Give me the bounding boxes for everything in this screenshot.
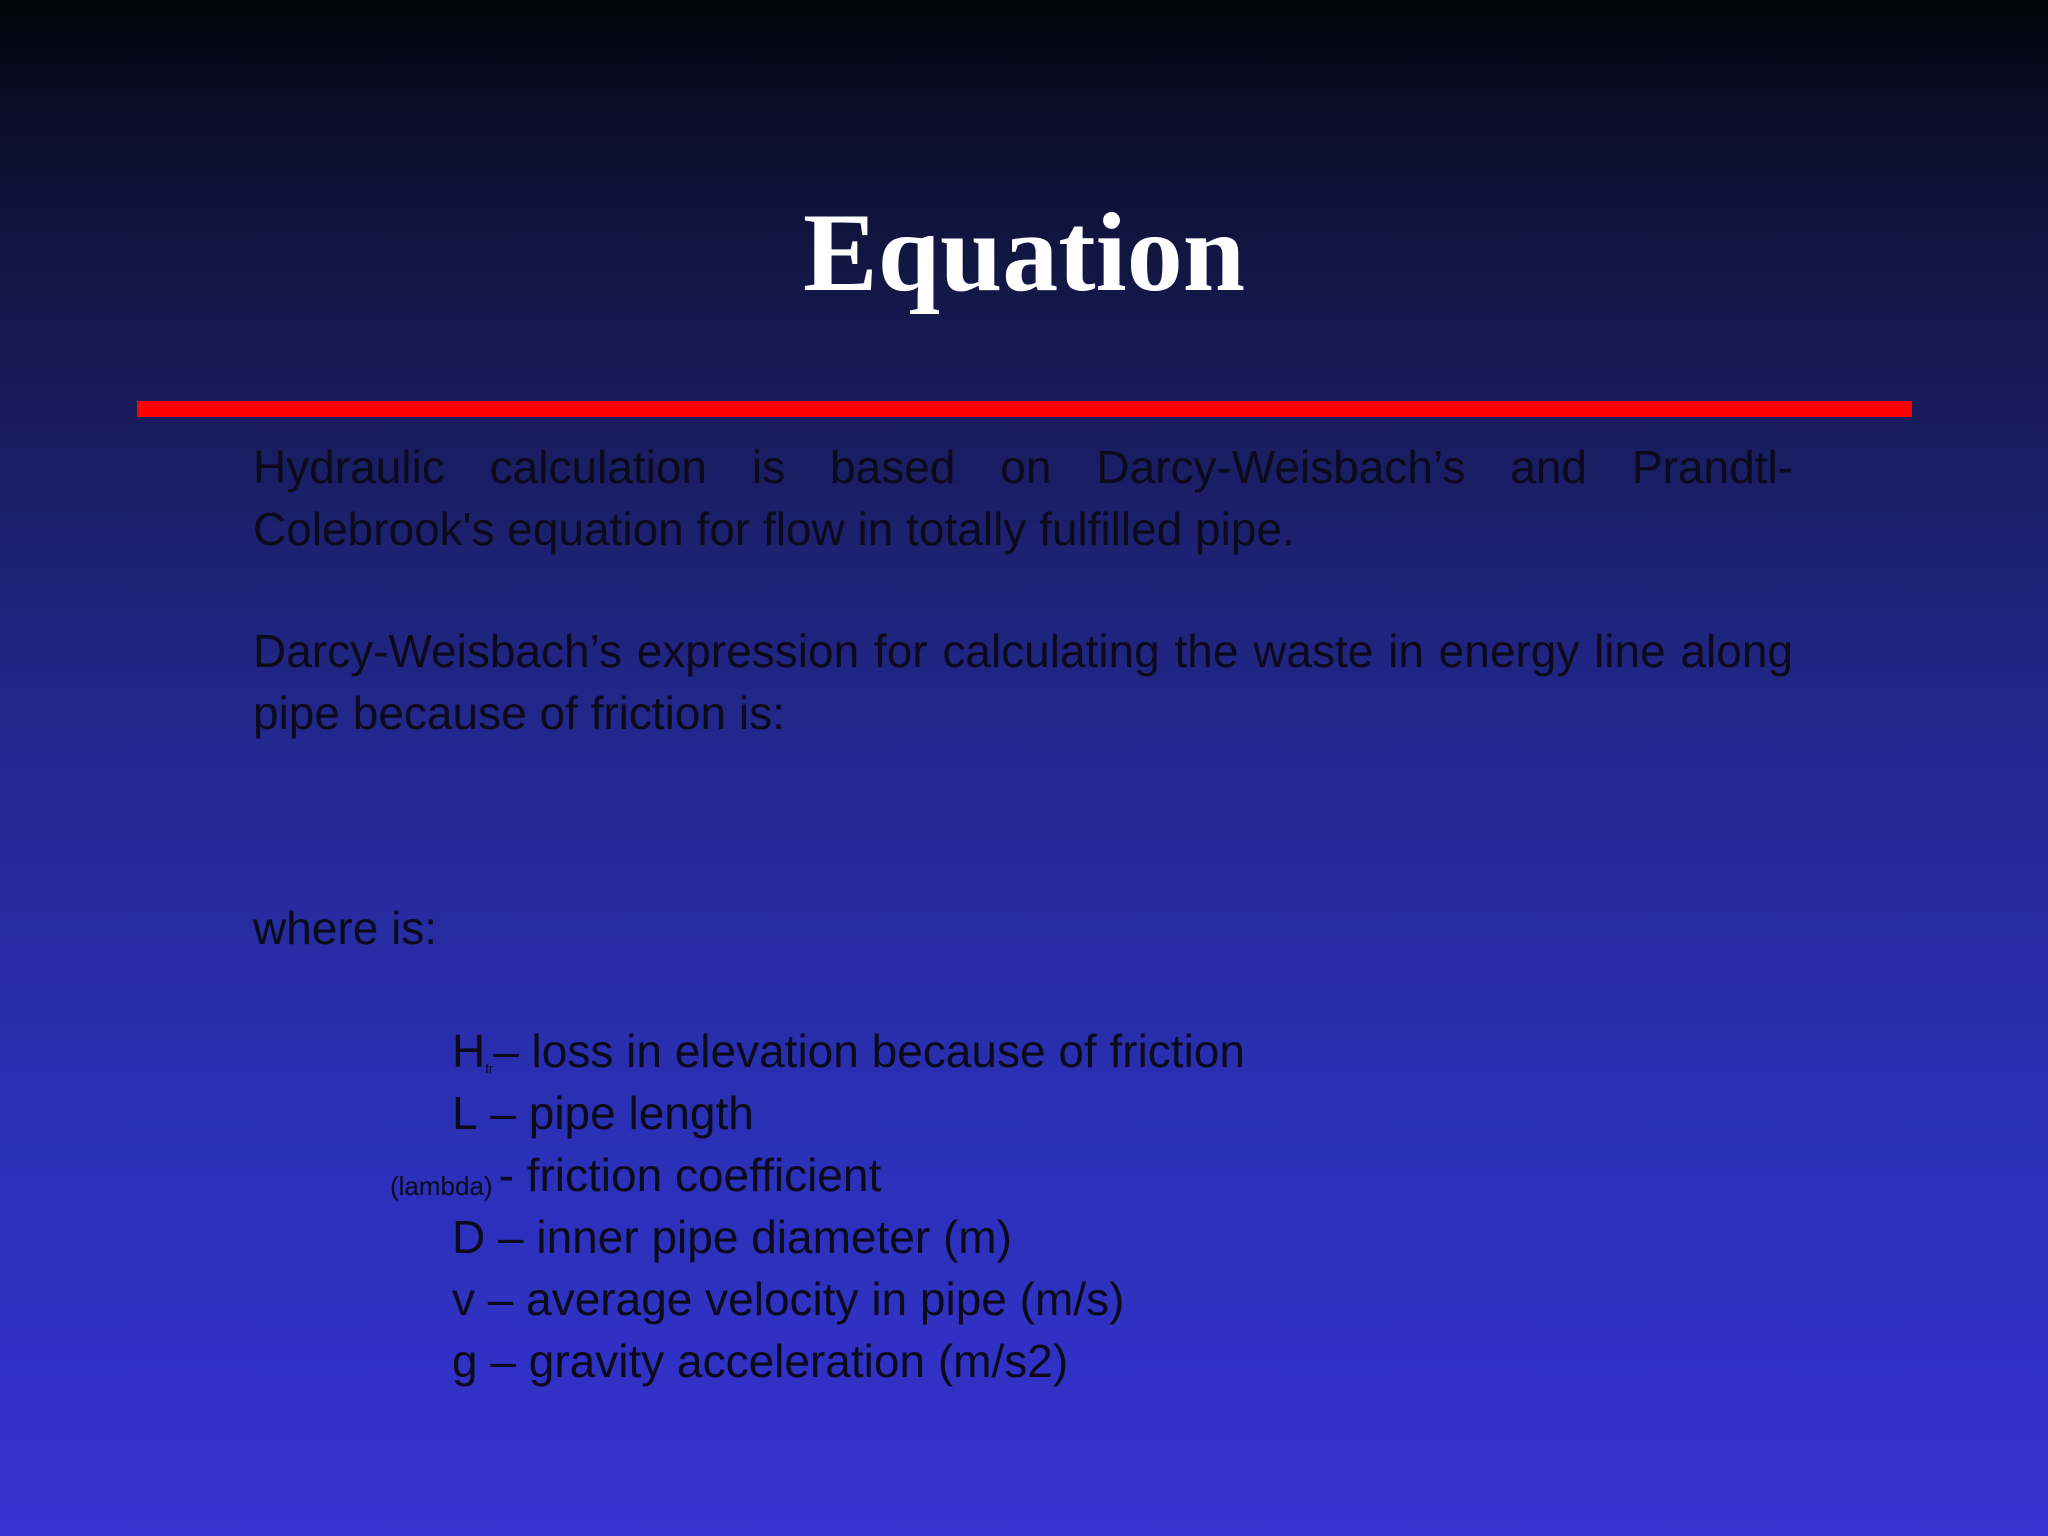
title-underline-rule: [137, 401, 1912, 417]
definition-symbol: v: [452, 1273, 475, 1325]
definition-text: – gravity acceleration (m/s2): [477, 1335, 1069, 1387]
darcy-weisbach-paragraph: Darcy-Weisbach’s expression for calculating the waste in energy line along pipe because of friction is:: [253, 625, 1793, 739]
definition-d: [390, 1206, 1245, 1268]
definition-text: – loss in elevation because of friction: [493, 1025, 1245, 1077]
intro-paragraph: Hydraulic calculation is based on Darcy-Weisbach’s and Prandtl-Colebrook's equation for flow in totally fulfilled pipe.: [253, 441, 1793, 555]
lambda-label: (lambda): [390, 1171, 493, 1201]
definition-l: [390, 1082, 1245, 1144]
definition-hfr: [390, 1020, 1245, 1082]
definition-g: [390, 1330, 1245, 1392]
definition-subscript: fr: [485, 1061, 494, 1076]
definitions-list: [390, 1020, 1245, 1392]
definition-text: – average velocity in pipe (m/s): [475, 1273, 1125, 1325]
definition-text: – pipe length: [477, 1087, 754, 1139]
definition-v: [390, 1268, 1245, 1330]
definition-symbol: L: [452, 1087, 478, 1139]
slide-title: Equation: [803, 191, 1245, 315]
definition-symbol: D: [452, 1211, 486, 1263]
definition-text: - friction coefficient: [498, 1149, 882, 1201]
definition-text: – inner pipe diameter (m): [485, 1211, 1012, 1263]
definition-symbol: g: [452, 1335, 478, 1387]
definition-lambda: [390, 1144, 1245, 1206]
definition-symbol: $H_{fr}$: [452, 1025, 494, 1077]
where-label: where is:: [253, 902, 438, 954]
